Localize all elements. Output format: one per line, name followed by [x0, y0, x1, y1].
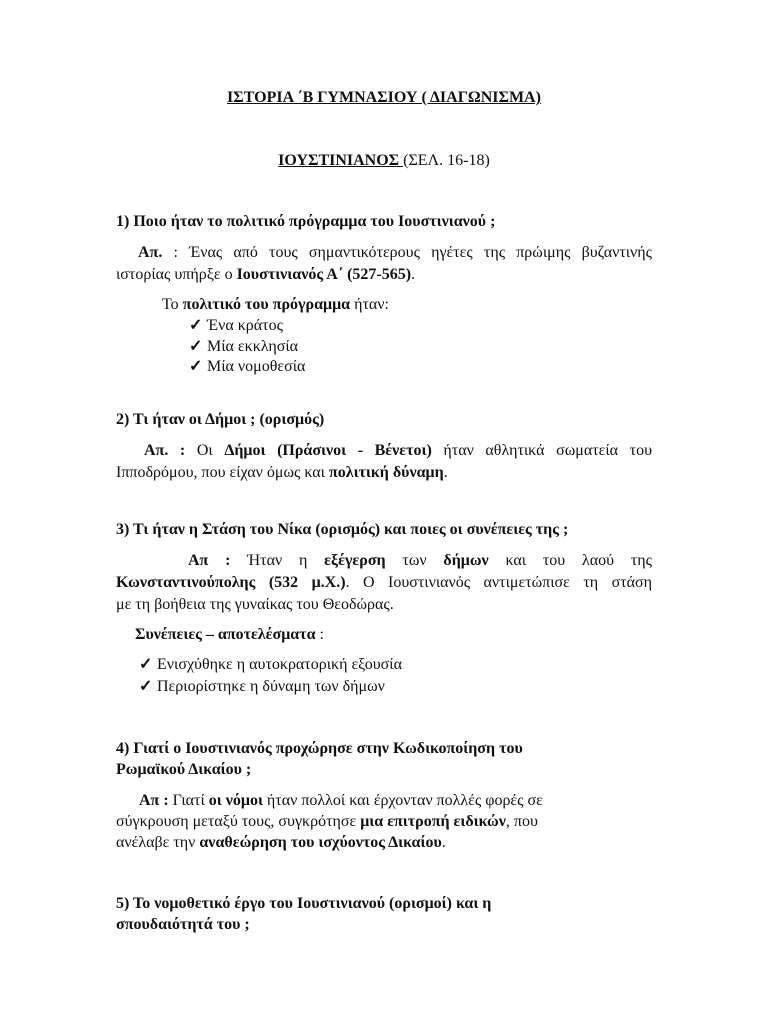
- question-1: 1) Ποιο ήταν το πολιτικό πρόγραμμα του Ιουστινιανού ;: [116, 213, 496, 230]
- list-item: [189, 316, 283, 336]
- question-5-line-1: 5) Το νομοθετικό έργο του Ιουστινιανού (ορισμοί) και η: [116, 895, 492, 912]
- answer-3-line-3: με τη βοήθεια της γυναίκας του Θεοδώρας.: [116, 596, 394, 613]
- program-emphasis: πολιτικό του πρόγραμμα: [182, 296, 351, 313]
- check-icon: ✓: [189, 317, 203, 334]
- answer-text: .: [441, 834, 446, 851]
- check-icon: ✓: [139, 678, 153, 695]
- answer-text: , που: [505, 813, 538, 830]
- program-intro: [162, 295, 389, 315]
- answer-emphasis: πολιτική δύναμη: [328, 464, 444, 481]
- consequences-heading: [135, 625, 324, 645]
- answer-emphasis: εξέγερση: [324, 552, 386, 569]
- answer-1-line-1: [116, 243, 652, 263]
- answer-text: Ιπποδρόμου, που είχαν όμως και: [116, 464, 329, 481]
- question-3: 3) Τι ήταν η Στάση του Νίκα (ορισμός) και ποιες οι συνέπειες της ;: [116, 521, 569, 538]
- document-subtitle: [0, 151, 768, 171]
- list-item: [189, 357, 305, 377]
- list-item-text: Μία νομοθεσία: [207, 358, 306, 375]
- answer-4-line-3: [116, 833, 446, 853]
- answer-emphasis: Κωνσταντινούπολης (532 μ.Χ.): [116, 574, 346, 591]
- list-item-text: Ένα κράτος: [207, 317, 283, 334]
- answer-text: σύγκρουση μεταξύ τους, συγκρότησε: [116, 813, 361, 830]
- consequences-colon: :: [315, 626, 324, 643]
- answer-emphasis: οι νόμοι: [208, 792, 263, 809]
- list-item: [139, 677, 385, 697]
- answer-3-line-2: [116, 573, 652, 593]
- answer-text: Γιατί: [168, 792, 209, 809]
- answer-emphasis: Ιουστινιανός Α΄ (527-565): [236, 266, 412, 283]
- list-item-text: Μία εκκλησία: [207, 338, 299, 355]
- answer-text: των: [385, 552, 444, 569]
- answer-emphasis: δήμων: [443, 552, 489, 569]
- question-5-line-2: σπουδαιότητά του ;: [116, 916, 250, 933]
- answer-label: Απ. :: [144, 442, 186, 459]
- answer-label: Απ :: [188, 552, 231, 569]
- answer-text: .: [411, 266, 416, 283]
- answer-3-line-1: [116, 551, 652, 571]
- answer-text: Ήταν η: [230, 552, 325, 569]
- answer-emphasis: μια επιτροπή ειδικών: [360, 813, 506, 830]
- answer-4-line-1: [139, 791, 543, 811]
- list-item-text: Ενισχύθηκε η αυτοκρατορική εξουσία: [157, 656, 402, 673]
- answer-emphasis: Δήμοι (Πράσινοι - Βένετοι): [224, 442, 432, 459]
- answer-text: : Ένας από τους σημαντικότερους ηγέτες της πρώιμης βυζαντινής: [162, 244, 652, 261]
- question-4-line-2: Ρωμαϊκού Δικαίου ;: [116, 761, 252, 778]
- program-text: ήταν:: [350, 296, 389, 313]
- subtitle-pages: (ΣΕΛ. 16-18): [403, 152, 490, 169]
- answer-text: ιστορίας υπήρξε ο: [116, 266, 237, 283]
- answer-text: .: [443, 464, 448, 481]
- answer-1-line-2: [116, 265, 415, 285]
- question-2: 2) Τι ήταν οι Δήμοι ; (ορισμός): [116, 411, 325, 428]
- check-icon: ✓: [189, 338, 203, 355]
- answer-text: ήταν αθλητικά σωματεία του: [431, 442, 652, 459]
- list-item: [139, 655, 402, 675]
- answer-text: ήταν πολλοί και έρχονταν πολλές φορές σε: [262, 792, 543, 809]
- answer-2-line-2: [116, 463, 448, 483]
- document-title: ΙΣΤΟΡΙΑ ΄Β ΓΥΜΝΑΣΙΟΥ ( ΔΙΑΓΩΝΙΣΜΑ): [227, 89, 541, 106]
- check-icon: ✓: [189, 358, 203, 375]
- answer-text: Οι: [185, 442, 225, 459]
- answer-emphasis: αναθεώρηση του ισχύοντος Δικαίου: [199, 834, 442, 851]
- question-4-line-1: 4) Γιατί ο Ιουστινιανός προχώρησε στην Κωδικοποίηση του: [116, 740, 523, 757]
- check-icon: ✓: [139, 656, 153, 673]
- consequences-label: Συνέπειες – αποτελέσματα: [135, 626, 316, 643]
- answer-label: Απ :: [139, 792, 169, 809]
- answer-text: ανέλαβε την: [116, 834, 200, 851]
- answer-4-line-2: [116, 812, 538, 832]
- subtitle-name: ΙΟΥΣΤΙΝΙΑΝΟΣ: [278, 152, 404, 169]
- list-item-text: Περιορίστηκε η δύναμη των δήμων: [157, 678, 385, 695]
- answer-label: Απ.: [138, 244, 163, 261]
- answer-text: και του λαού της: [488, 552, 652, 569]
- list-item: [189, 337, 298, 357]
- answer-2-line-1: [116, 441, 652, 461]
- answer-text: . Ο Ιουστινιανός αντιμετώπισε τη στάση: [345, 574, 653, 591]
- program-text: Το: [162, 296, 183, 313]
